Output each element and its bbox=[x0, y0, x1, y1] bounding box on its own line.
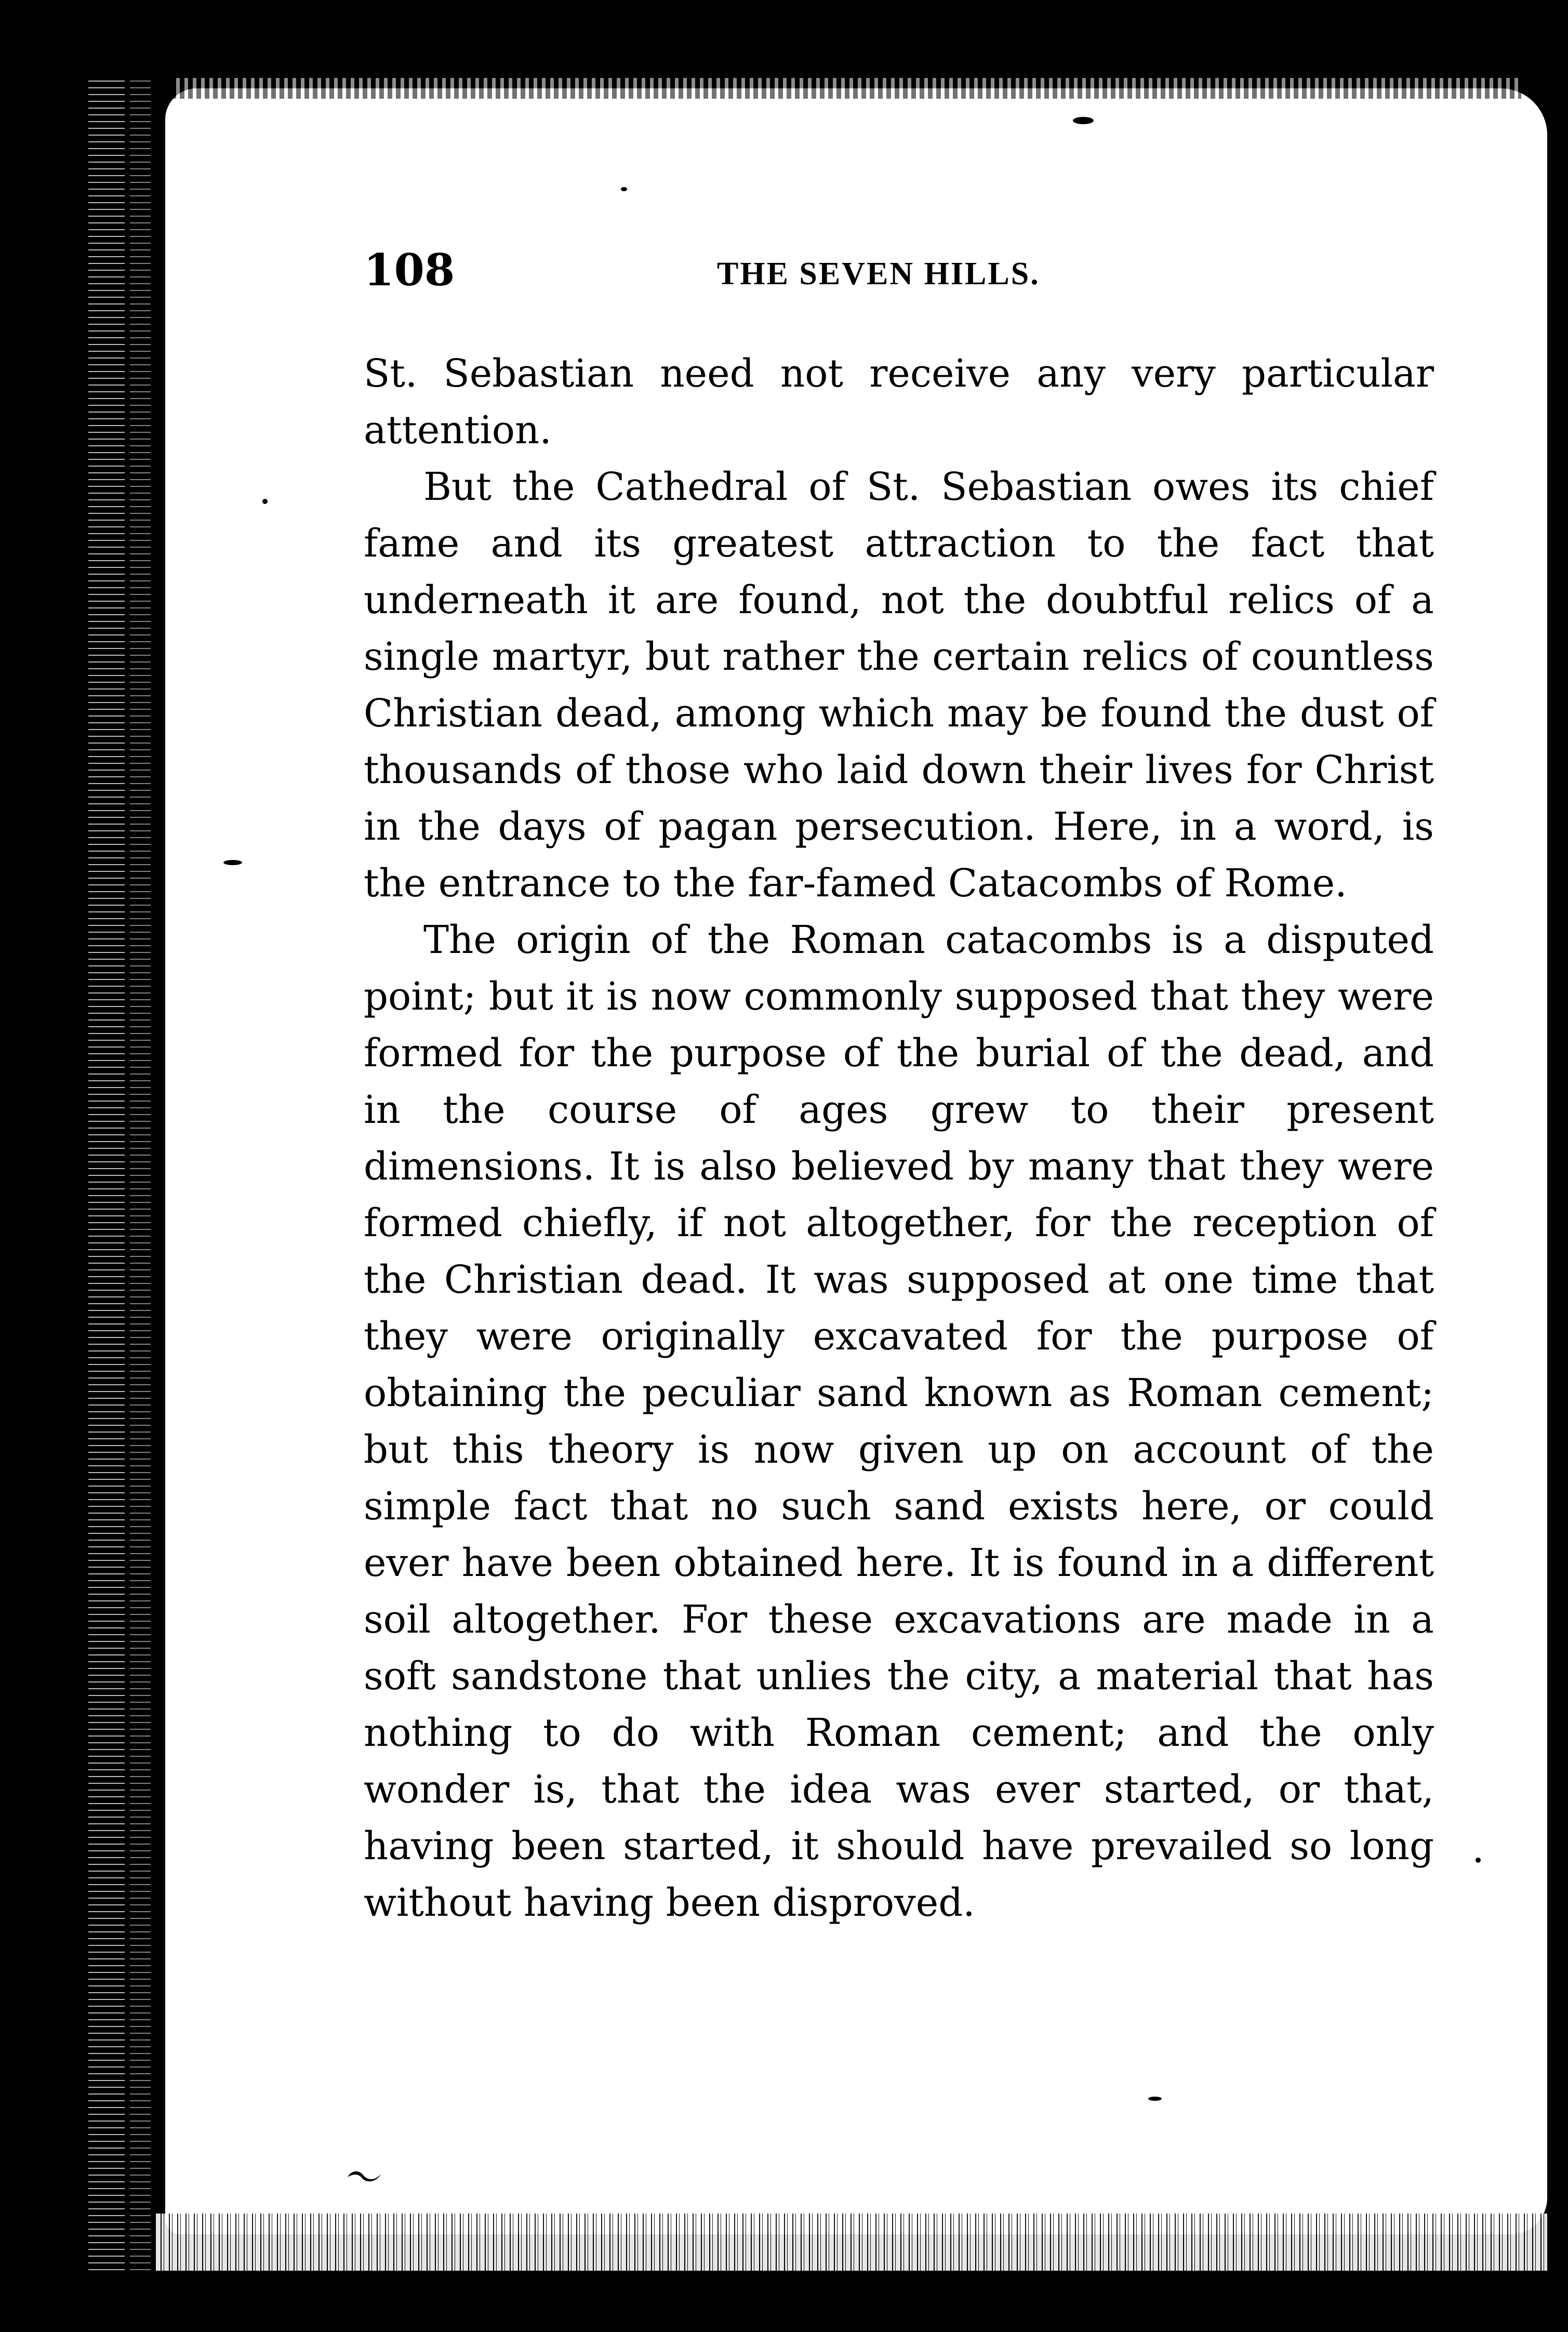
paragraph: But the Cathedral of St. Sebastian owes its chief fame and its greatest attraction to the fact that underneath it are found, not the doubtful relics of a single martyr, but rather the certain relics of countless Christian dead, among which may be found the dust of thousands of those who laid down their lives for Christ in the days of pagan persecution. Here, in a word, is the entrance to the far-famed Catacombs of Rome. bbox=[364, 465, 1434, 906]
scan-speck bbox=[223, 860, 242, 865]
page-header bbox=[364, 244, 1434, 296]
body-text bbox=[364, 346, 1434, 1931]
ornament-icon bbox=[346, 2167, 383, 2185]
top-page-edge bbox=[171, 78, 1521, 99]
running-title: THE SEVEN HILLS. bbox=[717, 256, 1040, 292]
page-number: 108 bbox=[364, 244, 455, 296]
scan-speck bbox=[1476, 1858, 1481, 1863]
paragraph: The origin of the Roman catacombs is a disputed point; but it is now commonly supposed that they were formed for the purpose of the burial of the dead, and in the course of ages grew to their present dimensions. It is also believed by many that they were formed chiefly, if not altogether, for the reception of the Christian dead. It was supposed at one time that they were originally excavated for the purpose of obtaining the peculiar sand known as Roman cement; but this theory is now given up on account of the simple fact that no such sand exists here, or could ever have been obtained here. It is found in a different soil altogether. For these excavations are made in a soft sandstone that unlies the city, a material that has nothing to do with Roman cement; and the only wonder is, that the idea was ever started, or that, having been started, it should have prevailed so long without having been disproved. bbox=[364, 918, 1434, 1925]
bottom-page-edge bbox=[156, 2214, 1547, 2271]
paragraph-continued: St. Sebastian need not receive any very particular attention. bbox=[364, 352, 1434, 453]
scan-speck bbox=[1148, 2097, 1162, 2101]
scan-speck bbox=[262, 499, 268, 504]
scan-speck bbox=[1073, 117, 1094, 124]
binding-edge bbox=[0, 78, 166, 2271]
scan-speck bbox=[621, 187, 627, 191]
